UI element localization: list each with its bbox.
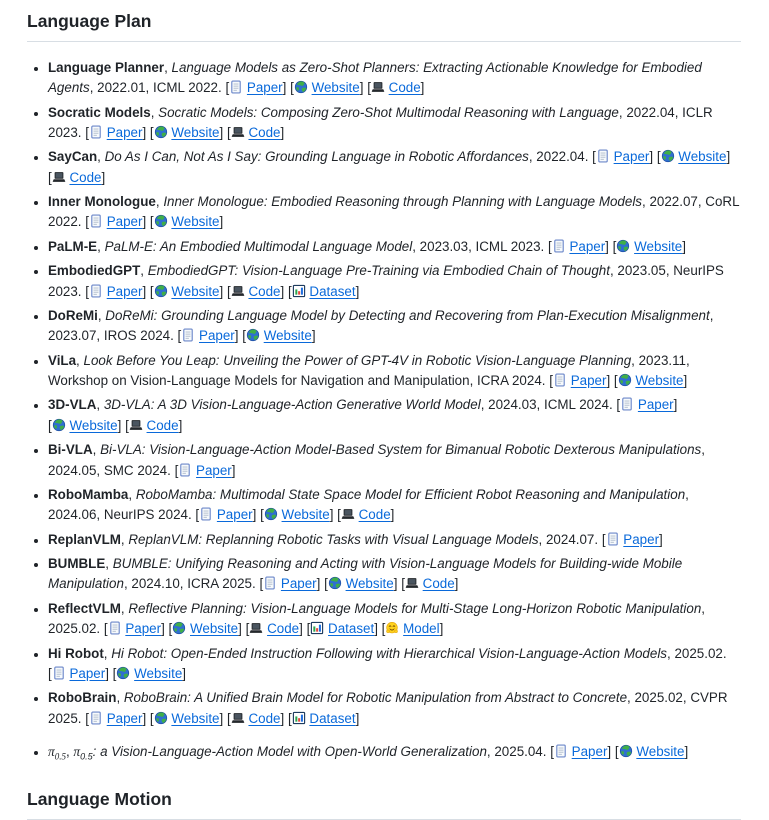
entry-date-venue: , 2024.03, ICML 2024.: [480, 397, 617, 413]
paper-link-group: [ Paper]: [103, 621, 165, 637]
code-link-group: [ Code]: [337, 507, 395, 523]
website-link-group: [ Website]: [112, 665, 187, 681]
website-link[interactable]: Website: [134, 665, 183, 681]
paper-list-item: • RoboMamba, RoboMamba: Multimodal State Space Model for Efficient Robot Reasoning and Manipulation, 2024.06, NeurIPS 2024. [ Paper] [ Website] [ Code]: [48, 485, 741, 526]
entry-name: ViLa: [48, 352, 77, 368]
paper-list-item: • Language Planner, Language Models as Zero-Shot Planners: Extracting Actionable Knowledge for Embodied Agents, 2022.01, ICML 2022. [ Paper] [ Website] [ Code]: [48, 58, 741, 99]
entry-name: RoboBrain: [48, 690, 117, 706]
paper-link[interactable]: Paper: [280, 576, 317, 592]
code-link[interactable]: Code: [69, 169, 102, 185]
entry-title: ReplanVLM: Replanning Robotic Tasks with Visual Language Models: [128, 531, 539, 547]
entry-date-venue: , 2023.05, NeurIPS 2023.: [48, 263, 724, 299]
code-link[interactable]: Code: [248, 710, 281, 726]
dataset-link[interactable]: Dataset: [328, 621, 375, 637]
laptop-icon: [249, 621, 263, 635]
paper-list-item: • ViLa, Look Before You Leap: Unveiling the Power of GPT-4V in Robotic Vision-Language Planning, 2023.11, Workshop on Vision-Language Models for Navigation and Manipulation, ICRA 2024. [ Paper] [ Website]: [48, 351, 741, 392]
paper-icon: [89, 125, 103, 139]
paper-link[interactable]: Paper: [216, 507, 253, 523]
website-link[interactable]: Website: [263, 328, 312, 344]
code-link-group: [ Code]: [48, 169, 106, 185]
paper-list-item: • PaLM-E, PaLM-E: An Embodied Multimodal Language Model, 2023.03, ICML 2023. [ Paper] [ Website]: [48, 237, 741, 257]
entry-name: Bi-VLA: [48, 442, 93, 458]
paper-list-item: • BUMBLE, BUMBLE: Unifying Reasoning and Acting with Vision-Language Models for Building-wide Mobile Manipulation, 2024.10, ICRA 2025. [ Paper] [ Website] [ Code]: [48, 554, 741, 595]
dataset-link[interactable]: Dataset: [309, 710, 356, 726]
entry-name: Inner Monologue: [48, 194, 156, 209]
website-link-group: [ Website]: [324, 576, 398, 592]
paper-link[interactable]: Paper: [69, 665, 106, 681]
paper-icon: [229, 80, 243, 94]
paper-link-group: [ Paper]: [174, 462, 236, 478]
code-link[interactable]: Code: [422, 576, 455, 592]
entry-date-venue: , 2023.03, ICML 2023.: [412, 238, 548, 254]
globe-icon: [619, 744, 633, 758]
paper-link[interactable]: Paper: [125, 621, 162, 637]
entry-date-venue: , 2022.07, CoRL 2022.: [48, 194, 740, 230]
paper-link-group: [ Paper]: [195, 507, 257, 523]
paper-list-item: • Hi Robot, Hi Robot: Open-Ended Instruction Following with Hierarchical Vision-Language-Action Models, 2025.02. [ Paper] [ Website]: [48, 644, 741, 685]
globe-icon: [616, 239, 630, 253]
code-link-group: [ Code]: [401, 576, 459, 592]
code-link-group: [ Code]: [226, 124, 285, 140]
paper-link[interactable]: Paper: [569, 238, 606, 254]
website-link-group: [ Website]: [149, 283, 224, 299]
paper-icon: [554, 744, 568, 758]
entry-title: Hi Robot: Open-Ended Instruction Following with Hierarchical Vision-Language-Action Models: [111, 645, 667, 661]
paper-list-item: • ReplanVLM, ReplanVLM: Replanning Robotic Tasks with Visual Language Models, 2024.07. [ Paper]: [48, 530, 741, 550]
dataset-link-group: [ Dataset]: [287, 710, 360, 726]
website-link-group: [ Website]: [149, 124, 224, 140]
paper-icon: [178, 463, 192, 477]
paper-icon: [553, 373, 567, 387]
globe-icon: [172, 621, 186, 635]
paper-link-group: [ Paper]: [616, 397, 678, 413]
paper-link-group: [ Paper]: [85, 124, 147, 140]
code-link-group: [ Code]: [245, 621, 303, 637]
paper-link-group: [ Paper]: [177, 328, 239, 344]
paper-link[interactable]: Paper: [106, 283, 143, 299]
paper-link[interactable]: Paper: [571, 744, 608, 759]
bar-chart-icon: [310, 621, 324, 635]
paper-icon: [596, 149, 610, 163]
paper-list-item: • ReflectVLM, Reflective Planning: Vision-Language Models for Multi-Stage Long-Horizon Robotic Manipulation, 2025.02. [ Paper] [ Website] [ Code] [ Dataset] [ Model]: [48, 599, 741, 640]
globe-icon: [294, 80, 308, 94]
paper-link-group: [ Paper]: [601, 531, 663, 547]
website-link[interactable]: Website: [171, 710, 220, 726]
entry-date-venue: , 2024.10, ICRA 2025.: [123, 576, 260, 592]
paper-icon: [263, 576, 277, 590]
entry-title: Bi-VLA: Vision-Language-Action Model-Based System for Bimanual Robotic Dexterous Manipulations: [100, 442, 702, 458]
code-link[interactable]: Code: [358, 507, 391, 523]
entry-date-venue: , 2024.06, NeurIPS 2024.: [48, 486, 689, 523]
paper-link-group: [ Paper]: [225, 80, 287, 96]
globe-icon: [328, 576, 342, 590]
paper-link-group: [ Paper]: [547, 238, 609, 254]
entry-date-venue: , 2025.02.: [48, 600, 706, 637]
dataset-link-group: [ Dataset]: [287, 283, 360, 299]
website-link[interactable]: Website: [636, 744, 685, 759]
paper-link[interactable]: Paper: [637, 397, 674, 413]
paper-list-item: • $\pi_{0.5}$, $\pi_{0.5}$: a Vision-Language-Action Model with Open-World Generalization, 2025.04. [ Paper] [ Website]: [48, 742, 741, 762]
paper-link-group: [ Paper]: [48, 665, 109, 681]
page-title: Language Plan: [27, 10, 741, 42]
entry-name: Hi Robot: [48, 645, 104, 661]
code-link-group: [ Code]: [226, 710, 285, 726]
paper-link-group: [ Paper]: [550, 744, 612, 759]
paper-link[interactable]: Paper: [196, 462, 232, 478]
paper-icon: [52, 666, 66, 680]
laptop-icon: [231, 711, 245, 725]
entry-name: $\pi_{0.5}$: [48, 744, 66, 762]
entry-title: Look Before You Leap: Unveiling the Power of GPT-4V in Robotic Vision-Language Planning: [83, 352, 632, 368]
entry-date-venue: , 2024.07.: [538, 531, 602, 547]
paper-icon: [89, 284, 103, 298]
website-link[interactable]: Website: [678, 149, 727, 165]
paper-icon: [606, 532, 620, 546]
paper-icon: [89, 214, 103, 228]
entry-date-venue: , 2022.01, ICML 2022.: [89, 80, 226, 96]
entry-title: RoboBrain: A Unified Brain Model for Robotic Manipulation from Abstract to Concrete: [123, 690, 628, 706]
laptop-icon: [231, 284, 245, 298]
globe-icon: [264, 507, 278, 521]
bar-chart-icon: [292, 284, 306, 298]
paper-link[interactable]: Paper: [246, 80, 283, 96]
laptop-icon: [231, 125, 245, 139]
laptop-icon: [405, 576, 419, 590]
paper-icon: [108, 621, 122, 635]
website-link-group: [ Website]: [149, 214, 224, 230]
globe-icon: [154, 214, 168, 228]
paper-list-item: • SayCan, Do As I Can, Not As I Say: Grounding Language in Robotic Affordances, 2022.04. [ Paper] [ Website] [ Code]: [48, 147, 741, 188]
pi-symbol: π: [48, 744, 55, 759]
paper-icon: [552, 239, 566, 253]
paper-icon: [620, 397, 634, 411]
paper-link[interactable]: Paper: [199, 328, 235, 344]
paper-link-group: [ Paper]: [85, 214, 147, 230]
website-link-group: [ Website]: [149, 710, 224, 726]
code-link[interactable]: Code: [388, 80, 421, 96]
entry-title: RoboMamba: Multimodal State Space Model for Efficient Robot Reasoning and Manipulation: [135, 486, 686, 502]
paper-list-item: • Bi-VLA, Bi-VLA: Vision-Language-Action Model-Based System for Bimanual Robotic Dexterous Manipulations, 2024.05, SMC 2024. [ Paper]: [48, 440, 741, 481]
entry-name: 3D-VLA: [48, 397, 97, 413]
entry-name: BUMBLE: [48, 556, 106, 571]
paper-list-item: • DoReMi, DoReMi: Grounding Language Model by Detecting and Recovering from Plan-Execution Misalignment, 2023.07, IROS 2024. [ Paper] [ Website]: [48, 306, 741, 347]
paper-list-item: • Socratic Models, Socratic Models: Composing Zero-Shot Multimodal Reasoning with Language, 2022.04, ICLR 2023. [ Paper] [ Website] [ Code]: [48, 103, 741, 144]
paper-list-item: • RoboBrain, RoboBrain: A Unified Brain Model for Robotic Manipulation from Abstract to Concrete, 2025.02, CVPR 2025. [ Paper] [ Website] [ Code] [ Dataset]: [48, 688, 741, 729]
entry-title: Language Models as Zero-Shot Planners: Extracting Actionable Knowledge for Embodied Agents: [48, 59, 702, 96]
website-link[interactable]: Website: [345, 576, 394, 592]
entry-date-venue: , 2022.04.: [528, 149, 593, 165]
website-link[interactable]: Website: [311, 80, 360, 96]
website-link[interactable]: Website: [171, 283, 220, 299]
globe-icon: [116, 666, 130, 680]
entry-date-venue: , 2022.04, ICLR 2023.: [48, 104, 713, 140]
paper-link[interactable]: Paper: [623, 531, 660, 547]
paper-icon: [181, 328, 195, 342]
entry-name: RoboMamba: [48, 486, 129, 502]
entry-name: ReplanVLM: [48, 531, 121, 547]
entry-name: EmbodiedGPT: [48, 263, 141, 279]
paper-link-group: [ Paper]: [85, 710, 147, 726]
pi-symbol: π: [73, 744, 81, 759]
website-link-group: [ Website]: [614, 744, 689, 759]
code-link-group: [ Code]: [226, 283, 285, 299]
entry-title: EmbodiedGPT: Vision-Language Pre-Training via Embodied Chain of Thought: [147, 263, 610, 279]
website-link-group: [ Website]: [656, 149, 731, 165]
website-link[interactable]: Website: [281, 507, 330, 523]
code-link[interactable]: Code: [248, 124, 281, 140]
entry-date-venue: , 2023.07, IROS 2024.: [48, 307, 714, 344]
hugging-face-icon: [385, 621, 399, 635]
paper-list-item: • 3D-VLA, 3D-VLA: A 3D Vision-Language-Action Generative World Model, 2024.03, ICML 2024. [ Paper] [ Website] [ Code]: [48, 395, 741, 436]
entry-name: ReflectVLM: [48, 600, 121, 616]
website-link-group: [ Website]: [290, 80, 364, 96]
globe-icon: [661, 149, 675, 163]
website-link-group: [ Website]: [260, 507, 334, 523]
entry-title: BUMBLE: Unifying Reasoning and Acting with Vision-Language Models for Building-wide Mobile Manipulation: [48, 556, 683, 592]
dataset-link[interactable]: Dataset: [309, 283, 356, 299]
globe-icon: [618, 373, 632, 387]
entry-date-venue: , 2023.11, Workshop on Vision-Language Models for Navigation and Manipulation, ICRA 2024.: [48, 352, 690, 388]
entry-date-venue: , 2025.02.: [667, 645, 727, 661]
laptop-icon: [341, 507, 355, 521]
website-link[interactable]: Website: [635, 373, 684, 388]
globe-icon: [246, 328, 260, 342]
website-link[interactable]: Website: [190, 621, 239, 637]
entry-title: $\pi_{0.5}$: a Vision-Language-Action Model with Open-World Generalization: [73, 744, 487, 762]
website-link-group: [ Website]: [242, 328, 316, 344]
entry-name: Socratic Models: [48, 104, 151, 120]
paper-link[interactable]: Paper: [613, 149, 650, 165]
paper-link-group: [ Paper]: [592, 149, 654, 165]
paper-list-item: • Inner Monologue, Inner Monologue: Embodied Reasoning through Planning with Language Models, 2022.07, CoRL 2022. [ Paper] [ Website]: [48, 192, 741, 233]
laptop-icon: [52, 170, 66, 184]
entry-title: Socratic Models: Composing Zero-Shot Multimodal Reasoning with Language: [158, 104, 619, 120]
entry-title: Inner Monologue: Embodied Reasoning through Planning with Language Models: [163, 194, 642, 209]
globe-icon: [154, 125, 168, 139]
entry-name: SayCan: [48, 149, 98, 165]
entry-name: DoReMi: [48, 307, 98, 323]
entry-title: 3D-VLA: A 3D Vision-Language-Action Generative World Model: [103, 397, 481, 413]
paper-icon: [89, 711, 103, 725]
paper-list-item: • EmbodiedGPT, EmbodiedGPT: Vision-Language Pre-Training via Embodied Chain of Thought, 2023.05, NeurIPS 2023. [ Paper] [ Website] [ Code] [ Dataset]: [48, 261, 741, 302]
entry-title: Do As I Can, Not As I Say: Grounding Language in Robotic Affordances: [104, 149, 529, 165]
entry-title: PaLM-E: An Embodied Multimodal Language Model: [104, 238, 413, 254]
paper-list: [27, 58, 741, 763]
website-link-group: [ Website]: [613, 373, 688, 388]
paper-link-group: [ Paper]: [259, 576, 321, 592]
website-link-group: [ Website]: [612, 238, 686, 254]
entry-date-venue: , 2024.05, SMC 2024.: [48, 442, 705, 478]
globe-icon: [154, 284, 168, 298]
entry-title: Reflective Planning: Vision-Language Models for Multi-Stage Long-Horizon Robotic Manipulation: [128, 600, 702, 616]
website-link[interactable]: Website: [171, 124, 220, 140]
website-link[interactable]: Website: [171, 214, 220, 230]
paper-link[interactable]: Paper: [106, 214, 143, 230]
code-link[interactable]: Code: [146, 417, 179, 433]
website-link-group: [ Website]: [168, 621, 242, 637]
entry-name: PaLM-E: [48, 238, 98, 254]
model-link-group: [ Model]: [381, 621, 444, 637]
dataset-link-group: [ Dataset]: [306, 621, 378, 637]
website-link-group: [ Website]: [48, 417, 122, 433]
entry-date-venue: , 2025.04.: [486, 744, 551, 759]
globe-icon: [154, 711, 168, 725]
paper-link[interactable]: Paper: [106, 710, 143, 726]
paper-icon: [199, 507, 213, 521]
paper-link-group: [ Paper]: [85, 283, 147, 299]
paper-link[interactable]: Paper: [106, 124, 143, 140]
code-link[interactable]: Code: [248, 283, 281, 299]
entry-name: Language Planner: [48, 59, 165, 75]
next-section-heading: Language Motion: [27, 788, 741, 820]
website-link[interactable]: Website: [69, 417, 118, 433]
entry-title: DoReMi: Grounding Language Model by Detecting and Recovering from Plan-Execution Misalignment: [105, 307, 710, 323]
laptop-icon: [129, 418, 143, 432]
entry-date-venue: , 2025.02, CVPR 2025.: [48, 690, 728, 726]
paper-link[interactable]: Paper: [570, 373, 607, 388]
website-link[interactable]: Website: [634, 238, 683, 254]
bar-chart-icon: [292, 711, 306, 725]
paper-link-group: [ Paper]: [549, 373, 611, 388]
code-link-group: [ Code]: [367, 80, 425, 96]
model-link[interactable]: Model: [403, 621, 440, 637]
laptop-icon: [371, 80, 385, 94]
code-link-group: [ Code]: [125, 417, 183, 433]
code-link[interactable]: Code: [267, 621, 300, 637]
globe-icon: [52, 418, 66, 432]
